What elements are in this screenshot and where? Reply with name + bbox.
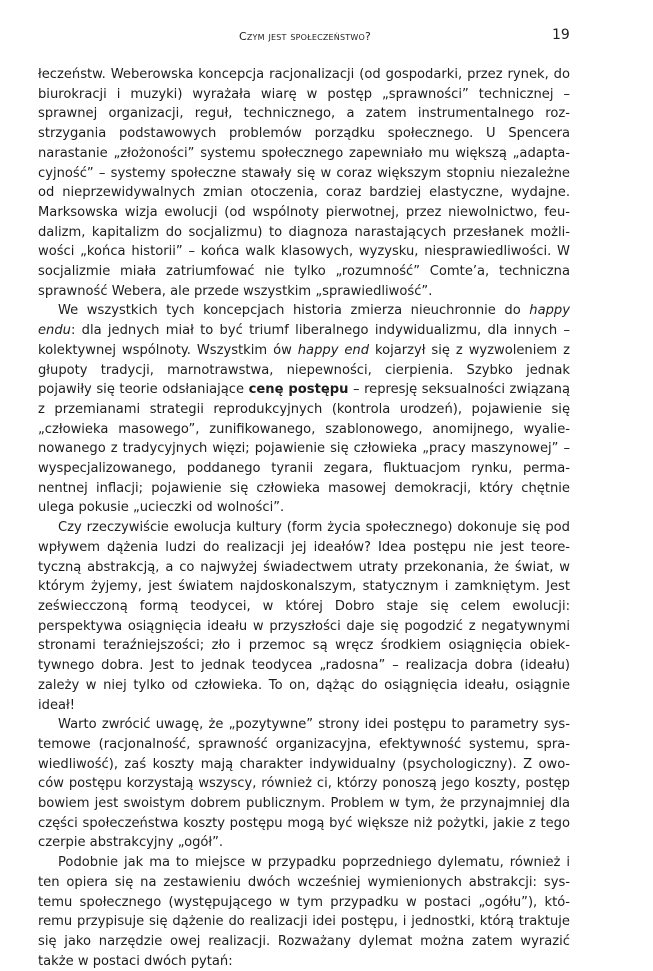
text-run: We wszystkich tych koncepcjach historia zmierza nieuchronnie do <box>58 303 530 319</box>
text-run: – represję seksualności związaną z przemianami strategii reprodukcyjnych (kontrola urodzeń), pojawienie się „człowieka masowego”, zunifikowanego, szablonowego, anomijnego, wyalienowanego z tradycyjnych więzi; pojawienie się człowieka „pracy maszynowej” – wyspecjalizowanego, poddanego tyranii zegara, fluktuacjom rynku, permanentnej inflacji; pojawienie się człowieka masowej demokracji, który chętnie ulega pokusie „ucieczki od wolności”. <box>38 382 570 516</box>
italic-phrase: happy endu <box>38 303 570 339</box>
text-run: Czy rzeczywiście ewolucja kultury (form życia społecznego) dokonuje się pod wpływem dążenia ludzi do realizacji jej ideałów? Idea postępu nie jest teoretyczną abstrakcją, a co najwyżej świadectwem utraty przekonania, że świat, w którym żyjemy, jest światem najdoskonalszym, statycznym i zamkniętym. Jest zeświecczoną formą teodycei, w której Dobro staje się celem ewolucji: perspektywa osiągnięcia ideału w przyszłości daje się pogodzić z negatywnymi stronami teraźniejszości; zło i przemoc są wręcz środkiem osiągnięcia obiektywnego dobra. Jest to jednak teodycea „radosna” – realizacja dobra (ideału) zależy w niej tylko od człowieka. To on, dążąc do osiągnięcia ideału, osiągnie ideał! <box>38 520 570 713</box>
running-head <box>0 27 653 47</box>
running-title: Czym jest społeczeństwo? <box>239 30 371 43</box>
page-number: 19 <box>552 27 570 43</box>
text-run: : dla jednych miał to być triumf liberalnego indywidualizmu, dla innych – kolektywnej wspólnoty. Wszystkim ów <box>38 323 570 358</box>
text-run: Podobnie jak ma to miejsce w przypadku poprzedniego dylematu, również i ten opiera się na zestawieniu dwóch wcześniej wymienionych abstrakcji: systemu społecznego (występującego w tym przypadku w postaci „ogółu”), któremu przypisuje się dążenie do realizacji idei postępu, i jednostki, którą traktuje się jako narzędzie owej realizacji. Rozważany dylemat można zatem wyrazić także w postaci dwóch pytań: <box>38 855 570 969</box>
text-run: łeczeństw. Weberowska koncepcja racjonalizacji (od gospodarki, przez rynek, do biurokracji i muzyki) wyrażała wiarę w postęp „sprawności” technicznej – sprawnej organizacji, reguł, technicznego, a zatem instrumentalnego rozstrzygania podstawowych problemów porządku społecznego. U Spencera narastanie „złożoności” systemu społecznego zapewniało mu większą „adaptacyjność” – systemy społeczne stawały się w coraz większym stopniu niezależne od nieprzewidywalnych zmian otoczenia, coraz bardziej elastyczne, wydajne. Marksowska wizja ewolucji (od wspólnoty pierwotnej, przez niewolnictwo, feudalizm, kapitalizm do socjalizmu) to diagnoza narastających przesłanek możliwości „końca historii” – końca walk klasowych, wyzysku, niesprawiedliwości. W socjalizmie miała zatriumfować nie tylko „rozumność” Comte’a, techniczna sprawność Webera, ale przede wszystkim „sprawiedliwość”. <box>38 67 570 299</box>
bold-phrase: cenę postępu <box>248 382 349 398</box>
paragraph <box>38 715 570 853</box>
paragraph <box>38 65 570 301</box>
paragraph <box>38 853 570 971</box>
text-run: kojarzył się z wyzwoleniem z głupoty tradycji, marnotrawstwa, niepewności, cierpienia. Szybko jednak pojawiły się teorie odsłaniające <box>38 342 570 398</box>
paragraph <box>38 518 570 715</box>
body-text <box>38 65 570 971</box>
paragraph <box>38 301 570 518</box>
italic-phrase: happy end <box>297 342 370 358</box>
text-run: Warto zwrócić uwagę, że „pozytywne” strony idei postępu to parametry systemowe (racjonalność, sprawność organizacyjna, efektywność systemu, sprawiedliwość), zaś koszty mają charakter indywidualny (psychologiczny). Z owoców postępu korzystają wszyscy, również ci, którzy ponoszą jego koszty, postęp bowiem jest swoistym dobrem publicznym. Problem w tym, że przynajmniej dla części społeczeństwa koszty postępu mogą być większe niż pożytki, jakie z tego czerpie abstrakcyjny „ogół”. <box>38 717 570 851</box>
